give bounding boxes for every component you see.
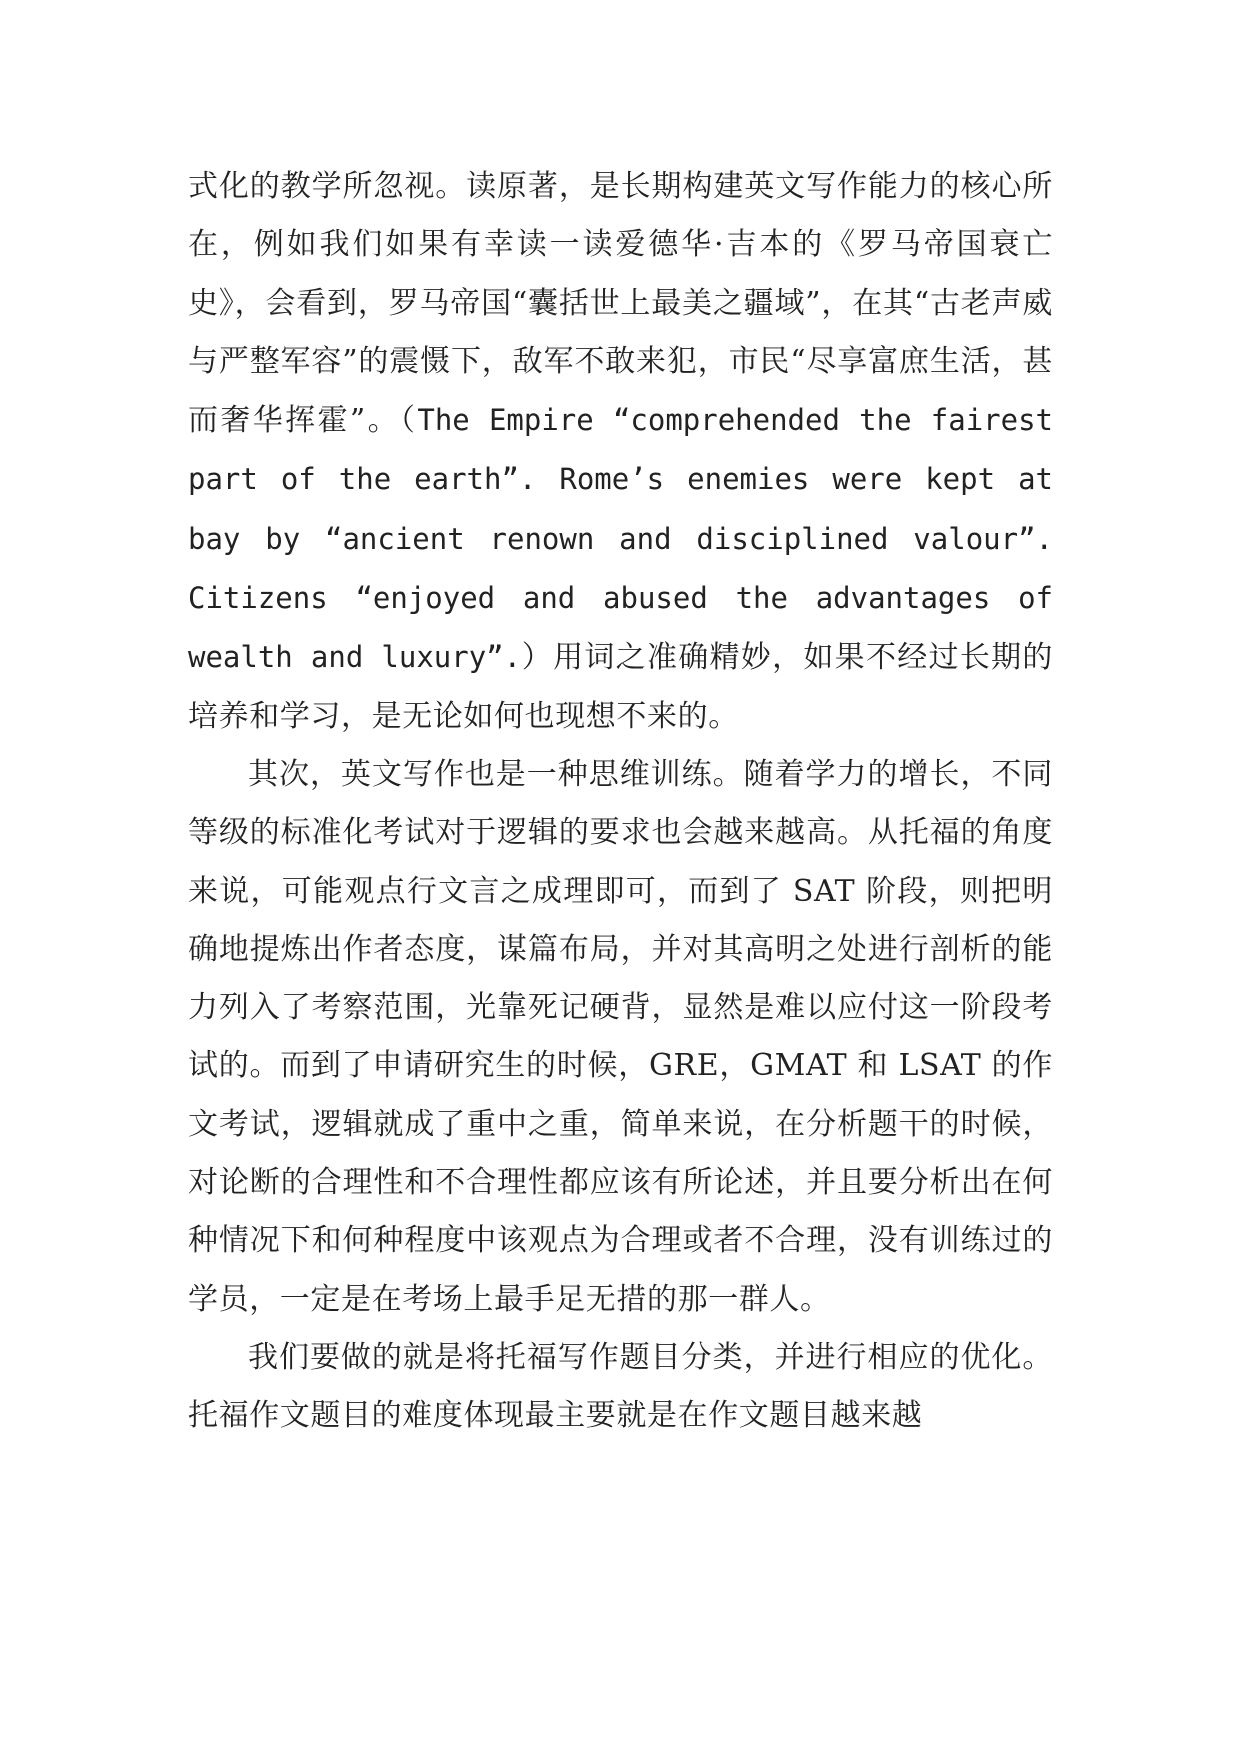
paragraph-3	[188, 1329, 1053, 1446]
paragraph-2-text: 其次，英文写作也是一种思维训练。随着学力的增长，不同等级的标准化考试对于逻辑的要求也会越来越高。从托福的角度来说，可能观点行文言之成理即可，而到了 SAT 阶段，则把明确地提炼出作者态度，谋篇布局，并对其高明之处进行剖析的能力列入了考察范围，光靠死记硬背，显然是难以应付这一阶段考试的。而到了申请研究生的时候，GRE，GMAT 和 LSAT 的作文考试，逻辑就成了重中之重，简单来说，在分析题干的时候，对论断的合理性和不合理性都应该有所论述，并且要分析出在何种情况下和何种程度中该观点为合理或者不合理，没有训练过的学员，一定是在考场上最手足无措的那一群人。	[188, 756, 1053, 1317]
paragraph-1-text-a: 式化的教学所忽视。读原著，是长期构建英文写作能力的核心所在，例如我们如果有幸读一读爱德华·吉本的《罗马帝国衰亡史》，会看到，罗马帝国“囊括世上最美之疆域”，在其“古老声威与严整军容”的震慑下，敌军不敢来犯，市民“尽享富庶生活，甚而奢华挥霍”。（	[188, 169, 1053, 439]
paragraph-1-english-quote: The Empire “comprehended the fairest part of the earth”. Rome’s enemies were kept at bay by “ancient renown and disciplined valour”. Citizens “enjoyed and abused the advantages of wealth and luxury”.	[188, 403, 1054, 675]
paragraph-3-text: 我们要做的就是将托福写作题目分类，并进行相应的优化。托福作文题目的难度体现最主要就是在作文题目越来越	[188, 1339, 1053, 1434]
paragraph-1-text-b: ）用词之准确精妙，如果不经过长期的培养和学习，是无论如何也现想不来的。	[188, 640, 1053, 734]
paragraph-2	[188, 746, 1053, 1329]
body-text	[188, 158, 1053, 1446]
paragraph-1	[188, 158, 1053, 746]
